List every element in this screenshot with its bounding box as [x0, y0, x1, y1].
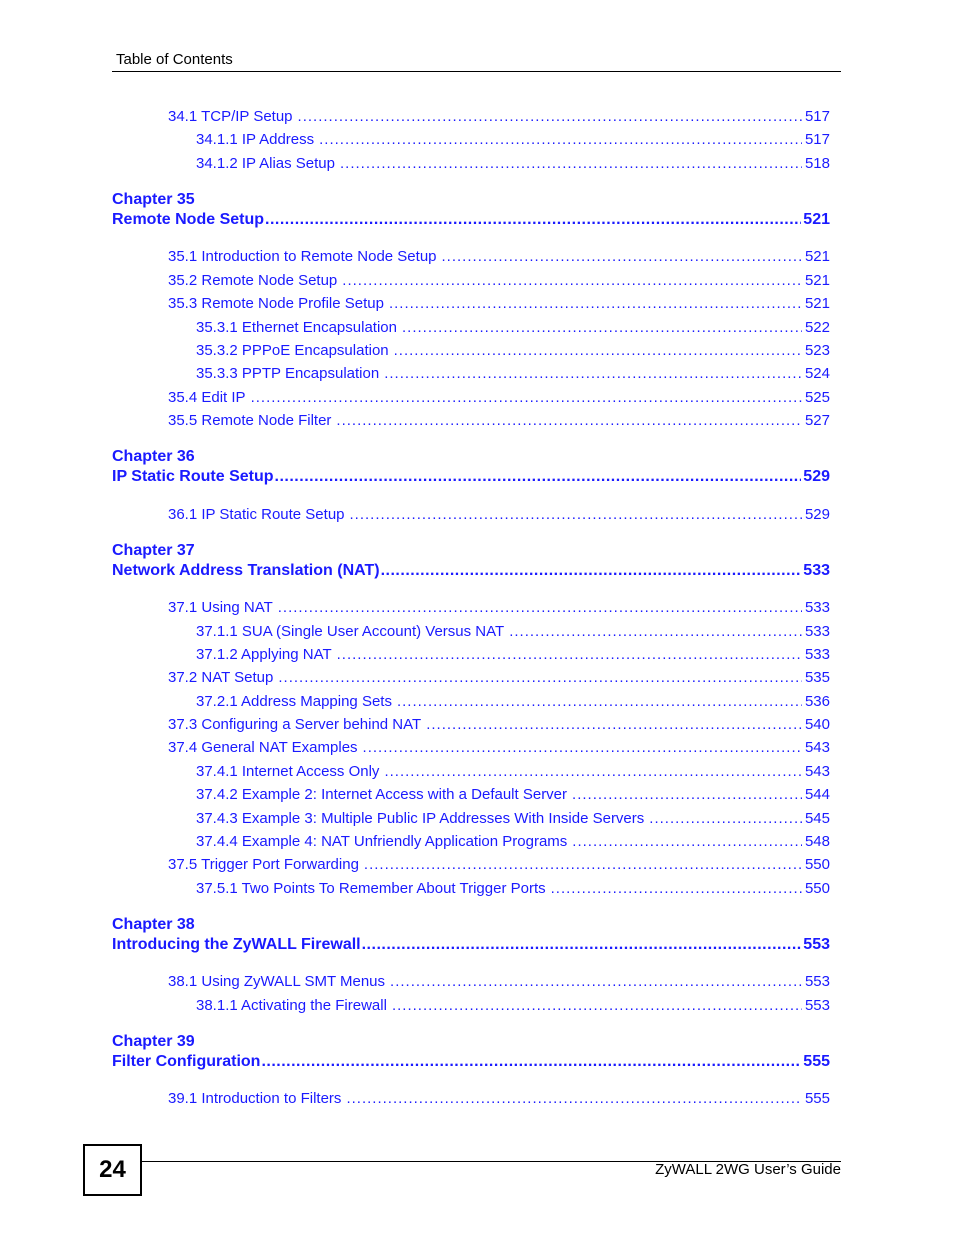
- toc-entry-title: 35.3.1 Ethernet Encapsulation: [196, 319, 397, 336]
- toc-entry-39-1[interactable]: [168, 1090, 830, 1108]
- toc-entry-34-1-1[interactable]: [196, 131, 830, 149]
- chapter-title: Network Address Translation (NAT): [112, 562, 380, 579]
- toc-entry-title: 35.1 Introduction to Remote Node Setup: [168, 248, 437, 265]
- toc-entry-37-1-2[interactable]: [196, 646, 830, 664]
- chapter-label-39: Chapter 39: [112, 1033, 195, 1050]
- toc-entry-title: 37.4.3 Example 3: Multiple Public IP Addresses With Inside Servers: [196, 810, 645, 827]
- toc-entry-title: 34.1.2 IP Alias Setup: [196, 155, 335, 172]
- toc-entry-page: 540: [804, 716, 830, 733]
- toc-entry-37-5[interactable]: [168, 856, 830, 874]
- toc-entry-34-1-2[interactable]: [196, 155, 830, 173]
- toc-entry-page: 548: [804, 833, 830, 850]
- toc-entry-title: 35.4 Edit IP: [168, 389, 246, 406]
- toc-entry-page: 544: [804, 786, 830, 803]
- toc-entry-title: 34.1 TCP/IP Setup: [168, 108, 293, 125]
- toc-entry-title: 35.3.3 PPTP Encapsulation: [196, 365, 380, 382]
- toc-entry-page: 533: [804, 646, 830, 663]
- chapter-title: IP Static Route Setup: [112, 468, 274, 485]
- toc-entry-35-4[interactable]: [168, 389, 830, 407]
- toc-entry-36-1[interactable]: [168, 506, 830, 524]
- toc-entry-35-3[interactable]: [168, 295, 830, 313]
- toc-entry-title: 37.4 General NAT Examples: [168, 739, 358, 756]
- toc-entry-title: 34.1.1 IP Address: [196, 131, 315, 148]
- toc-entry-page: 527: [804, 412, 830, 429]
- toc-entry-title: 37.2 NAT Setup: [168, 669, 274, 686]
- toc-entry-34-1[interactable]: [168, 108, 830, 126]
- toc-entry-37-1-1[interactable]: [196, 623, 830, 641]
- toc-entry-35-3-1[interactable]: [196, 319, 830, 337]
- toc-entry-title: 37.4.1 Internet Access Only: [196, 763, 380, 780]
- toc-entry-page: 553: [804, 997, 830, 1014]
- toc-entry-title: 37.2.1 Address Mapping Sets: [196, 693, 392, 710]
- toc-entry-page: 550: [804, 880, 830, 897]
- toc-entry-page: 535: [804, 669, 830, 686]
- toc-entry-37-4-3[interactable]: [196, 810, 830, 828]
- toc-entry-title: 37.1 Using NAT: [168, 599, 273, 616]
- toc-entry-title: 36.1 IP Static Route Setup: [168, 506, 345, 523]
- chapter-entry-38[interactable]: [112, 936, 830, 954]
- toc-entry-title: 37.3 Configuring a Server behind NAT: [168, 716, 422, 733]
- chapter-title: Introducing the ZyWALL Firewall: [112, 936, 361, 953]
- chapter-page: 533: [803, 562, 830, 579]
- header-title: Table of Contents: [116, 51, 233, 68]
- toc-entry-title: 37.5 Trigger Port Forwarding: [168, 856, 359, 873]
- toc-entry-page: 521: [804, 295, 830, 312]
- toc-entry-title: 35.2 Remote Node Setup: [168, 272, 338, 289]
- toc-entry-page: 543: [804, 739, 830, 756]
- chapter-label-37: Chapter 37: [112, 542, 195, 559]
- toc-entry-37-4-1[interactable]: [196, 763, 830, 781]
- toc-entry-page: 543: [804, 763, 830, 780]
- toc-entry-title: 37.4.4 Example 4: NAT Unfriendly Application Programs: [196, 833, 568, 850]
- chapter-label-38: Chapter 38: [112, 916, 195, 933]
- toc-entry-page: 533: [804, 599, 830, 616]
- toc-entry-page: 555: [804, 1090, 830, 1107]
- toc-entry-35-3-2[interactable]: [196, 342, 830, 360]
- toc-entry-37-4-4[interactable]: [196, 833, 830, 851]
- chapter-label-36: Chapter 36: [112, 448, 195, 465]
- toc-entry-page: 518: [804, 155, 830, 172]
- chapter-title: Filter Configuration: [112, 1053, 261, 1070]
- toc-entry-title: 35.5 Remote Node Filter: [168, 412, 332, 429]
- chapter-page: 553: [803, 936, 830, 953]
- toc-entry-37-3[interactable]: [168, 716, 830, 734]
- toc-entry-35-3-3[interactable]: [196, 365, 830, 383]
- toc-entry-page: 533: [804, 623, 830, 640]
- toc-entry-page: 523: [804, 342, 830, 359]
- toc-entry-title: 35.3 Remote Node Profile Setup: [168, 295, 384, 312]
- toc-entry-title: 38.1 Using ZyWALL SMT Menus: [168, 973, 386, 990]
- toc-entry-35-1[interactable]: [168, 248, 830, 266]
- toc-entry-37-2[interactable]: [168, 669, 830, 687]
- toc-entry-38-1-1[interactable]: [196, 997, 830, 1015]
- toc-entry-page: 545: [804, 810, 830, 827]
- toc-entry-page: 529: [804, 506, 830, 523]
- toc-entry-37-5-1[interactable]: [196, 880, 830, 898]
- chapter-entry-35[interactable]: [112, 211, 830, 229]
- chapter-title: Remote Node Setup: [112, 211, 265, 228]
- toc-entry-title: 35.3.2 PPPoE Encapsulation: [196, 342, 389, 359]
- toc-entry-title: 37.1.2 Applying NAT: [196, 646, 332, 663]
- chapter-page: 555: [803, 1053, 830, 1070]
- toc-entry-38-1[interactable]: [168, 973, 830, 991]
- page-number: 24: [83, 1144, 142, 1196]
- toc-entry-page: 522: [804, 319, 830, 336]
- toc-entry-37-4[interactable]: [168, 739, 830, 757]
- toc-entry-37-1[interactable]: [168, 599, 830, 617]
- toc-entry-page: 521: [804, 248, 830, 265]
- toc-entry-page: 517: [804, 131, 830, 148]
- toc-entry-35-2[interactable]: [168, 272, 830, 290]
- toc-entry-title: 37.1.1 SUA (Single User Account) Versus NAT: [196, 623, 505, 640]
- toc-entry-page: 524: [804, 365, 830, 382]
- toc-entry-page: 536: [804, 693, 830, 710]
- toc-entry-page: 517: [804, 108, 830, 125]
- toc-entry-title: 37.4.2 Example 2: Internet Access with a Default Server: [196, 786, 568, 803]
- chapter-page: 529: [803, 468, 830, 485]
- toc-entry-page: 553: [804, 973, 830, 990]
- chapter-page: 521: [803, 211, 830, 228]
- toc-entry-title: 37.5.1 Two Points To Remember About Trigger Ports: [196, 880, 546, 897]
- toc-entry-page: 550: [804, 856, 830, 873]
- chapter-entry-39[interactable]: [112, 1053, 830, 1071]
- toc-entry-37-4-2[interactable]: [196, 786, 830, 804]
- toc-entry-page: 525: [804, 389, 830, 406]
- toc-entry-title: 38.1.1 Activating the Firewall: [196, 997, 387, 1014]
- footer-guide-title: ZyWALL 2WG User’s Guide: [655, 1161, 841, 1178]
- toc-entry-37-2-1[interactable]: [196, 693, 830, 711]
- chapter-label-35: Chapter 35: [112, 191, 195, 208]
- toc-entry-title: 39.1 Introduction to Filters: [168, 1090, 342, 1107]
- chapter-entry-36[interactable]: [112, 468, 830, 486]
- chapter-entry-37[interactable]: [112, 562, 830, 580]
- toc-entry-35-5[interactable]: [168, 412, 830, 430]
- toc-entry-page: 521: [804, 272, 830, 289]
